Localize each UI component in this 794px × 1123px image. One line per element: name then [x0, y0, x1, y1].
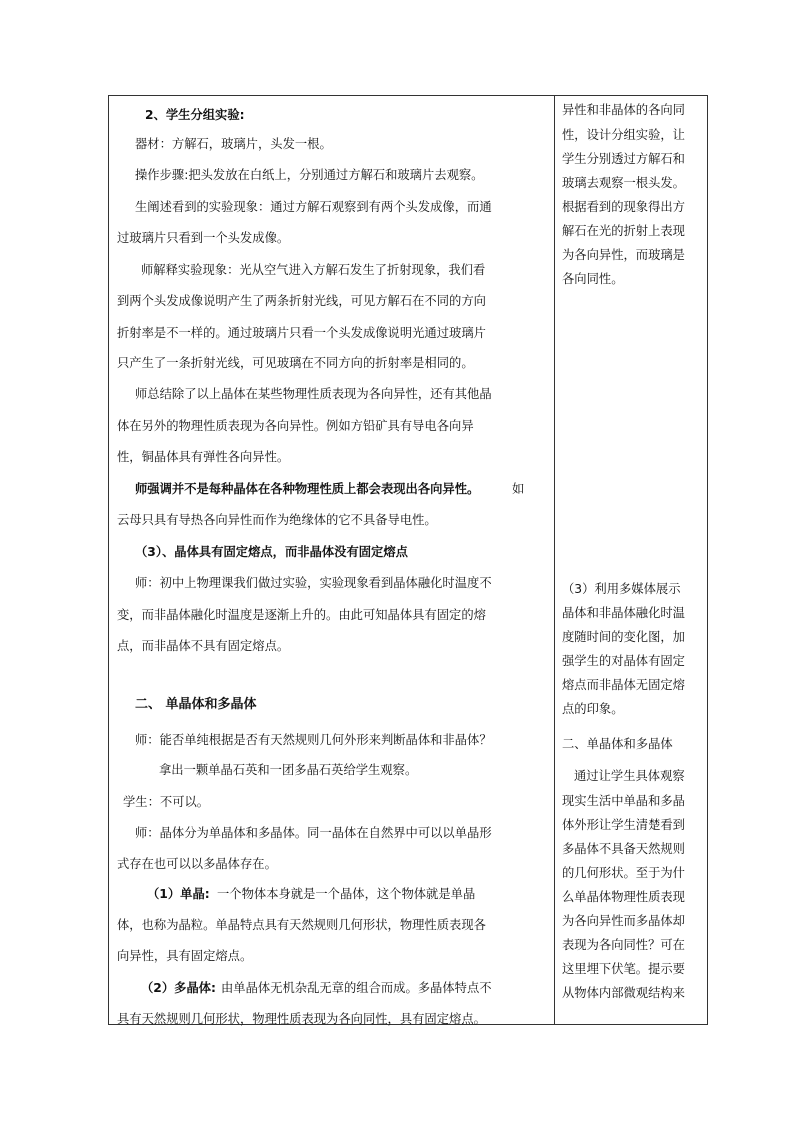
- paragraph-line: 师解释实验现象：光从空气进入方解石发生了折射现象，我们看: [141, 263, 486, 277]
- note-heading: 二、单晶体和多晶体: [562, 737, 673, 751]
- note-line: 根据看到的现象得出方: [562, 200, 685, 214]
- paragraph-line: 云母只具有导热各向异性而作为绝缘体的它不具备导电性。: [117, 513, 437, 527]
- subheading-polycrystal: （2）多晶体:: [141, 981, 216, 995]
- note-line: 从物体内部微观结构来: [562, 986, 685, 1000]
- paragraph-line: 师：初中上物理课我们做过实验，实验现象看到晶体融化时温度不: [135, 576, 492, 590]
- paragraph-line: 体在另外的物理性质表现为各向异性。例如方铅矿具有导电各向异: [117, 419, 474, 433]
- paragraph-line: 器材：方解石，玻璃片，头发一根。: [135, 137, 332, 151]
- note-line: 现实生活中单晶和多晶: [562, 794, 685, 808]
- paragraph-line: 点，而非晶体不具有固定熔点。: [117, 639, 290, 653]
- paragraph-line: 由单晶体无机杂乱无章的组合而成。多晶体特点不: [221, 981, 492, 995]
- paragraph-line: 拿出一颗单晶石英和一团多晶石英给学生观察。: [159, 763, 418, 777]
- paragraph-line: 一个物体本身就是一个晶体，这个物体就是单晶: [217, 887, 476, 901]
- paragraph-line: 生阐述看到的实验现象：通过方解石观察到有两个头发成像，而通: [135, 200, 492, 214]
- paragraph-line: 师：能否单纯根据是否有天然规则几何外形来判断晶体和非晶体？: [135, 733, 492, 747]
- note-line: 么单晶体物理性质表现: [562, 890, 685, 904]
- note-line: 多晶体不具备天然规则: [562, 842, 685, 856]
- note-line: 度随时间的变化图，加: [562, 630, 685, 644]
- note-line: 玻璃去观察一根头发。: [562, 176, 685, 190]
- paragraph-line: 性，铜晶体具有弹性各向异性。: [117, 450, 290, 464]
- note-line: 表现为各向同性？可在: [562, 938, 685, 952]
- note-line: 为各向异性而多晶体却: [562, 914, 685, 928]
- note-line: 这里埋下伏笔。提示要: [562, 962, 685, 976]
- note-line: 各向同性。: [562, 272, 624, 286]
- paragraph-line: 过玻璃片只看到一个头发成像。: [117, 231, 290, 245]
- note-line: 熔点而非晶体无固定熔: [562, 678, 685, 692]
- note-line: 学生分别透过方解石和: [562, 152, 685, 166]
- section-heading-group-experiment: 2、学生分组实验:: [145, 108, 245, 122]
- paragraph-line: 学生：不可以。: [123, 795, 210, 809]
- lesson-plan-table: [108, 95, 708, 1025]
- paragraph-line: 到两个头发成像说明产生了两条折射光线，可见方解石在不同的方向: [117, 294, 486, 308]
- subheading-single-crystal: （1）单晶:: [147, 887, 210, 901]
- note-line: （3）利用多媒体展示: [562, 582, 681, 596]
- note-line: 的几何形状。至于为什: [562, 866, 685, 880]
- note-line: 体外形让学生清楚看到: [562, 818, 685, 832]
- paragraph-line: 师：晶体分为单晶体和多晶体。同一晶体在自然界中可以以单晶形: [135, 826, 492, 840]
- paragraph-line: 体，也称为晶粒。单晶特点具有天然规则几何形状，物理性质表现各: [117, 918, 486, 932]
- note-line: 晶体和非晶体融化时温: [562, 606, 685, 620]
- note-line: 异性和非晶体的各向同: [562, 103, 685, 117]
- note-line: 通过让学生具体观察: [574, 769, 685, 783]
- paragraph-line: 只产生了一条折射光线，可见玻璃在不同方向的折射率是相同的。: [117, 356, 474, 370]
- section-heading-melting-point: （3）、晶体具有固定熔点，而非晶体没有固定熔点: [135, 545, 408, 559]
- paragraph-line: 操作步骤:把头发放在白纸上，分别通过方解石和玻璃片去观察。: [135, 168, 484, 182]
- paragraph-line: 师总结除了以上晶体在某些物理性质表现为各向异性，还有其他晶: [135, 387, 492, 401]
- paragraph-line: 折射率是不一样的。通过玻璃片只看一个头发成像说明光通过玻璃片: [117, 326, 486, 340]
- note-line: 性，设计分组实验，让: [562, 128, 685, 142]
- note-line: 解石在光的折射上表现: [562, 224, 685, 238]
- design-intent-column: [555, 96, 707, 1024]
- paragraph-line: 式存在也可以以多晶体存在。: [117, 857, 277, 871]
- paragraph-line: 如: [512, 482, 525, 496]
- section-heading-single-poly-crystal: 二、 单晶体和多晶体: [135, 697, 257, 712]
- paragraph-line: 变，而非晶体融化时温度是逐渐上升的。由此可知晶体具有固定的熔: [117, 608, 486, 622]
- teaching-process-column: [109, 96, 554, 1024]
- note-line: 点的印象。: [562, 702, 624, 716]
- note-line: 强学生的对晶体有固定: [562, 654, 685, 668]
- paragraph-line: 具有天然规则几何形状，物理性质表现为各向同性，具有固定熔点。: [117, 1012, 486, 1026]
- note-line: 为各向异性，而玻璃是: [562, 248, 685, 262]
- emphasis-line: 师强调并不是每种晶体在各种物理性质上都会表现出各向异性。: [135, 482, 480, 496]
- paragraph-line: 向异性，具有固定熔点。: [117, 949, 253, 963]
